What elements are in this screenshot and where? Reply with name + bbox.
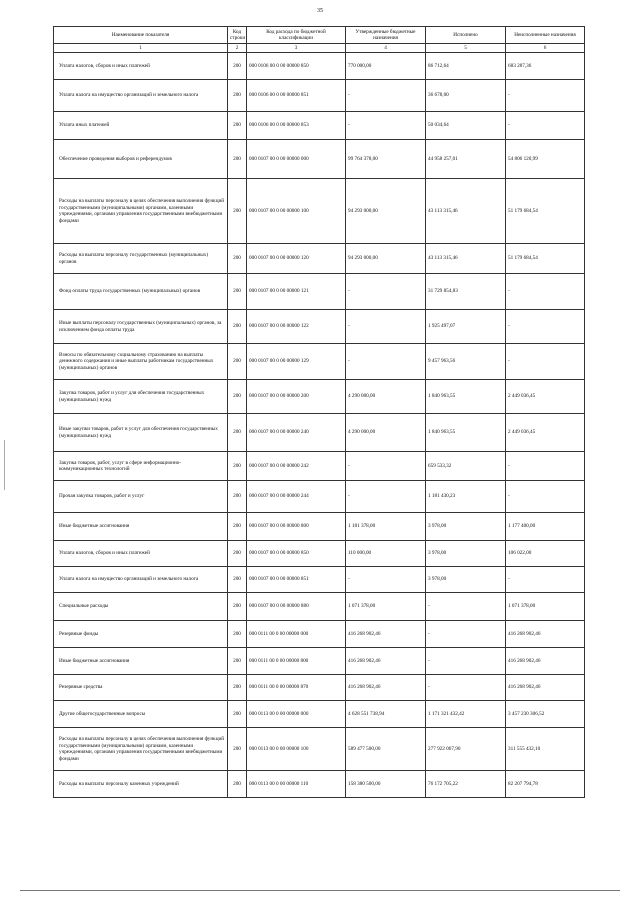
row-name: Фонд оплаты труда государственных (муниципальных) органов xyxy=(54,274,228,310)
row-name: Уплата иных платежей xyxy=(54,112,228,140)
table-row xyxy=(54,513,585,541)
table-row xyxy=(54,274,585,310)
row-unexecuted: 82 207 794,78 xyxy=(506,771,585,798)
row-unexecuted: 2 449 036,45 xyxy=(506,380,585,414)
header-budget-code: Код расхода по бюджетной классификации xyxy=(247,27,346,44)
row-name: Уплата налога на имущество организаций и земельного налога xyxy=(54,80,228,112)
row-line-code: 200 xyxy=(228,567,247,593)
table-row xyxy=(54,140,585,179)
row-executed: 36 678,00 xyxy=(426,80,506,112)
header-executed: Исполнено xyxy=(426,27,506,44)
row-unexecuted: 1 071 378,00 xyxy=(506,593,585,621)
row-approved: 416 268 902,46 xyxy=(346,675,426,701)
page-bottom-rule xyxy=(20,890,620,891)
row-line-code: 200 xyxy=(228,621,247,648)
row-line-code: 200 xyxy=(228,481,247,513)
row-approved: 1 071 378,00 xyxy=(346,593,426,621)
row-line-code: 200 xyxy=(228,648,247,675)
row-executed: 1 171 321 432,42 xyxy=(426,701,506,728)
row-budget-code: 000 0107 00 0 00 00000 000 xyxy=(247,140,346,179)
table-row xyxy=(54,380,585,414)
table-row xyxy=(54,53,585,80)
row-executed: 3 978,00 xyxy=(426,541,506,567)
table-row xyxy=(54,771,585,798)
row-approved: 94 293 000,00 xyxy=(346,179,426,244)
table-row xyxy=(54,481,585,513)
margin-mark xyxy=(4,440,5,490)
table-row xyxy=(54,414,585,452)
row-name: Иные бюджетные ассигнования xyxy=(54,513,228,541)
row-executed: 277 922 067,90 xyxy=(426,728,506,771)
table-row xyxy=(54,728,585,771)
row-approved: 770 000,00 xyxy=(346,53,426,80)
row-approved: - xyxy=(346,274,426,310)
row-executed: - xyxy=(426,593,506,621)
row-name: Расходы на выплаты персоналу в целях обеспечения выполнения функций государственными (муниципальными) органами, казенными учреждениями, органами управления государственными внебюджетными фондами xyxy=(54,728,228,771)
row-unexecuted: 416 268 902,46 xyxy=(506,675,585,701)
row-line-code: 200 xyxy=(228,140,247,179)
table-row xyxy=(54,244,585,274)
row-unexecuted: - xyxy=(506,481,585,513)
row-executed: 3 978,00 xyxy=(426,513,506,541)
column-number: 3 xyxy=(247,44,346,53)
column-number: 4 xyxy=(346,44,426,53)
row-unexecuted: 54 806 120,99 xyxy=(506,140,585,179)
row-budget-code: 000 0107 00 0 00 00000 850 xyxy=(247,541,346,567)
row-budget-code: 000 0106 00 0 00 00000 850 xyxy=(247,53,346,80)
column-number: 1 xyxy=(54,44,228,53)
row-executed: 1 181 430,23 xyxy=(426,481,506,513)
row-executed: - xyxy=(426,648,506,675)
row-line-code: 200 xyxy=(228,414,247,452)
row-budget-code: 000 0106 00 0 00 00000 853 xyxy=(247,112,346,140)
column-number: 2 xyxy=(228,44,247,53)
row-executed: 1 925 497,07 xyxy=(426,310,506,344)
row-budget-code: 000 0113 00 0 00 00000 100 xyxy=(247,728,346,771)
row-line-code: 200 xyxy=(228,541,247,567)
table-row xyxy=(54,701,585,728)
row-budget-code: 000 0107 00 0 00 00000 129 xyxy=(247,344,346,380)
table-row xyxy=(54,567,585,593)
table-row xyxy=(54,179,585,244)
row-name: Другие общегосударственные вопросы xyxy=(54,701,228,728)
row-unexecuted: 51 179 684,54 xyxy=(506,244,585,274)
row-name: Уплата налога на имущество организаций и земельного налога xyxy=(54,567,228,593)
table-row xyxy=(54,675,585,701)
row-budget-code: 000 0111 00 0 00 00000 000 xyxy=(247,621,346,648)
row-approved: 4 290 000,00 xyxy=(346,380,426,414)
page-number: 35 xyxy=(317,8,323,14)
row-approved: 4 628 551 738,94 xyxy=(346,701,426,728)
header-name: Наименование показателя xyxy=(54,27,228,44)
row-executed: 1 840 963,55 xyxy=(426,380,506,414)
table-header-row xyxy=(54,27,585,44)
row-unexecuted: 2 449 036,45 xyxy=(506,414,585,452)
row-approved: 110 000,00 xyxy=(346,541,426,567)
row-unexecuted: - xyxy=(506,80,585,112)
row-name: Расходы на выплаты персоналу в целях обеспечения выполнения функций государственными (муниципальными) органами, казенными учреждениями, органами управления государственными внебюджетными фондами xyxy=(54,179,228,244)
row-unexecuted: - xyxy=(506,452,585,481)
row-unexecuted: - xyxy=(506,567,585,593)
table-row xyxy=(54,648,585,675)
row-name: Расходы на выплаты персоналу казенных учреждений xyxy=(54,771,228,798)
row-approved: - xyxy=(346,452,426,481)
row-executed: 3 978,00 xyxy=(426,567,506,593)
row-line-code: 200 xyxy=(228,701,247,728)
row-approved: - xyxy=(346,112,426,140)
column-number: 5 xyxy=(426,44,506,53)
row-approved: - xyxy=(346,481,426,513)
column-number: 6 xyxy=(506,44,585,53)
row-approved: - xyxy=(346,344,426,380)
row-unexecuted: - xyxy=(506,310,585,344)
row-line-code: 200 xyxy=(228,112,247,140)
table-row xyxy=(54,112,585,140)
row-approved: 416 268 902,46 xyxy=(346,621,426,648)
row-approved: 158 380 500,00 xyxy=(346,771,426,798)
row-line-code: 200 xyxy=(228,274,247,310)
row-budget-code: 000 0107 00 0 00 00000 122 xyxy=(247,310,346,344)
row-approved: 416 268 902,46 xyxy=(346,648,426,675)
row-unexecuted: 683 287,36 xyxy=(506,53,585,80)
row-name: Взносы по обязательному социальному страхованию на выплаты денежного содержания и иные выплаты работникам государственных (муниципальных) органов xyxy=(54,344,228,380)
table-row xyxy=(54,593,585,621)
row-budget-code: 000 0107 00 0 00 00000 240 xyxy=(247,414,346,452)
row-line-code: 200 xyxy=(228,771,247,798)
row-unexecuted: 106 022,00 xyxy=(506,541,585,567)
row-name: Уплата налогов, сборов и иных платежей xyxy=(54,53,228,80)
row-name: Закупка товаров, работ, услуг в сфере информационно-коммуникационных технологий xyxy=(54,452,228,481)
row-name: Расходы на выплаты персоналу государственных (муниципальных) органов xyxy=(54,244,228,274)
row-line-code: 200 xyxy=(228,513,247,541)
table-row xyxy=(54,621,585,648)
row-budget-code: 000 0107 00 0 00 00000 100 xyxy=(247,179,346,244)
row-budget-code: 000 0107 00 0 00 00000 120 xyxy=(247,244,346,274)
row-executed: 31 729 854,83 xyxy=(426,274,506,310)
budget-execution-table xyxy=(53,26,585,798)
table-row xyxy=(54,541,585,567)
row-line-code: 200 xyxy=(228,728,247,771)
row-executed: 50 034,64 xyxy=(426,112,506,140)
row-budget-code: 000 0113 00 0 00 00000 000 xyxy=(247,701,346,728)
row-name: Закупка товаров, работ и услуг для обеспечения государственных (муниципальных) нужд xyxy=(54,380,228,414)
table-row xyxy=(54,310,585,344)
row-name: Иные выплаты персоналу государственных (муниципальных) органов, за исключением фонда оплаты труда xyxy=(54,310,228,344)
row-executed: 76 172 705,22 xyxy=(426,771,506,798)
row-budget-code: 000 0107 00 0 00 00000 880 xyxy=(247,593,346,621)
row-unexecuted: - xyxy=(506,274,585,310)
row-line-code: 200 xyxy=(228,344,247,380)
row-executed: - xyxy=(426,621,506,648)
row-approved: 99 764 378,00 xyxy=(346,140,426,179)
row-unexecuted: - xyxy=(506,112,585,140)
row-line-code: 200 xyxy=(228,593,247,621)
row-executed: 43 113 315,46 xyxy=(426,179,506,244)
row-unexecuted: 3 457 230 306,52 xyxy=(506,701,585,728)
header-line-code: Код строки xyxy=(228,27,247,44)
row-approved: - xyxy=(346,310,426,344)
row-budget-code: 000 0107 00 0 00 00000 244 xyxy=(247,481,346,513)
row-approved: 589 477 500,00 xyxy=(346,728,426,771)
row-approved: 94 293 000,00 xyxy=(346,244,426,274)
row-executed: 44 958 257,01 xyxy=(426,140,506,179)
table-row xyxy=(54,452,585,481)
row-name: Прочая закупка товаров, работ и услуг xyxy=(54,481,228,513)
row-approved: - xyxy=(346,80,426,112)
header-approved: Утвержденные бюджетные назначения xyxy=(346,27,426,44)
row-executed: 43 113 315,46 xyxy=(426,244,506,274)
row-executed: - xyxy=(426,675,506,701)
row-approved: 4 290 000,00 xyxy=(346,414,426,452)
row-budget-code: 000 0107 00 0 00 00000 800 xyxy=(247,513,346,541)
row-name: Резервные фонды xyxy=(54,621,228,648)
row-executed: 9 457 963,56 xyxy=(426,344,506,380)
row-line-code: 200 xyxy=(228,310,247,344)
row-line-code: 200 xyxy=(228,179,247,244)
row-budget-code: 000 0107 00 0 00 00000 200 xyxy=(247,380,346,414)
row-line-code: 200 xyxy=(228,380,247,414)
row-budget-code: 000 0111 00 0 00 00000 800 xyxy=(247,648,346,675)
row-budget-code: 000 0107 00 0 00 00000 121 xyxy=(247,274,346,310)
row-name: Резервные средства xyxy=(54,675,228,701)
header-unexecuted: Неисполненные назначения xyxy=(506,27,585,44)
row-unexecuted: 416 268 902,46 xyxy=(506,648,585,675)
row-line-code: 200 xyxy=(228,244,247,274)
table-row xyxy=(54,344,585,380)
row-unexecuted: 311 555 432,10 xyxy=(506,728,585,771)
column-number-row xyxy=(54,44,585,53)
table-row xyxy=(54,80,585,112)
row-unexecuted: - xyxy=(506,344,585,380)
row-name: Специальные расходы xyxy=(54,593,228,621)
row-budget-code: 000 0111 00 0 00 00000 870 xyxy=(247,675,346,701)
row-executed: 86 712,64 xyxy=(426,53,506,80)
row-line-code: 200 xyxy=(228,675,247,701)
row-line-code: 200 xyxy=(228,80,247,112)
row-name: Иные закупки товаров, работ и услуг для обеспечения государственных (муниципальных) нужд xyxy=(54,414,228,452)
row-unexecuted: 51 179 684,54 xyxy=(506,179,585,244)
row-budget-code: 000 0107 00 0 00 00000 242 xyxy=(247,452,346,481)
row-name: Уплата налогов, сборов и иных платежей xyxy=(54,541,228,567)
table-body xyxy=(54,53,585,798)
row-approved: 1 181 378,00 xyxy=(346,513,426,541)
row-line-code: 200 xyxy=(228,53,247,80)
row-budget-code: 000 0113 00 0 00 00000 110 xyxy=(247,771,346,798)
row-name: Иные бюджетные ассигнования xyxy=(54,648,228,675)
row-executed: 1 840 963,55 xyxy=(426,414,506,452)
row-approved: - xyxy=(346,567,426,593)
row-executed: 659 533,32 xyxy=(426,452,506,481)
row-unexecuted: 416 268 902,46 xyxy=(506,621,585,648)
row-unexecuted: 1 177 400,00 xyxy=(506,513,585,541)
row-line-code: 200 xyxy=(228,452,247,481)
row-budget-code: 000 0106 00 0 00 00000 851 xyxy=(247,80,346,112)
row-budget-code: 000 0107 00 0 00 00000 851 xyxy=(247,567,346,593)
row-name: Обеспечение проведения выборов и референдумов xyxy=(54,140,228,179)
